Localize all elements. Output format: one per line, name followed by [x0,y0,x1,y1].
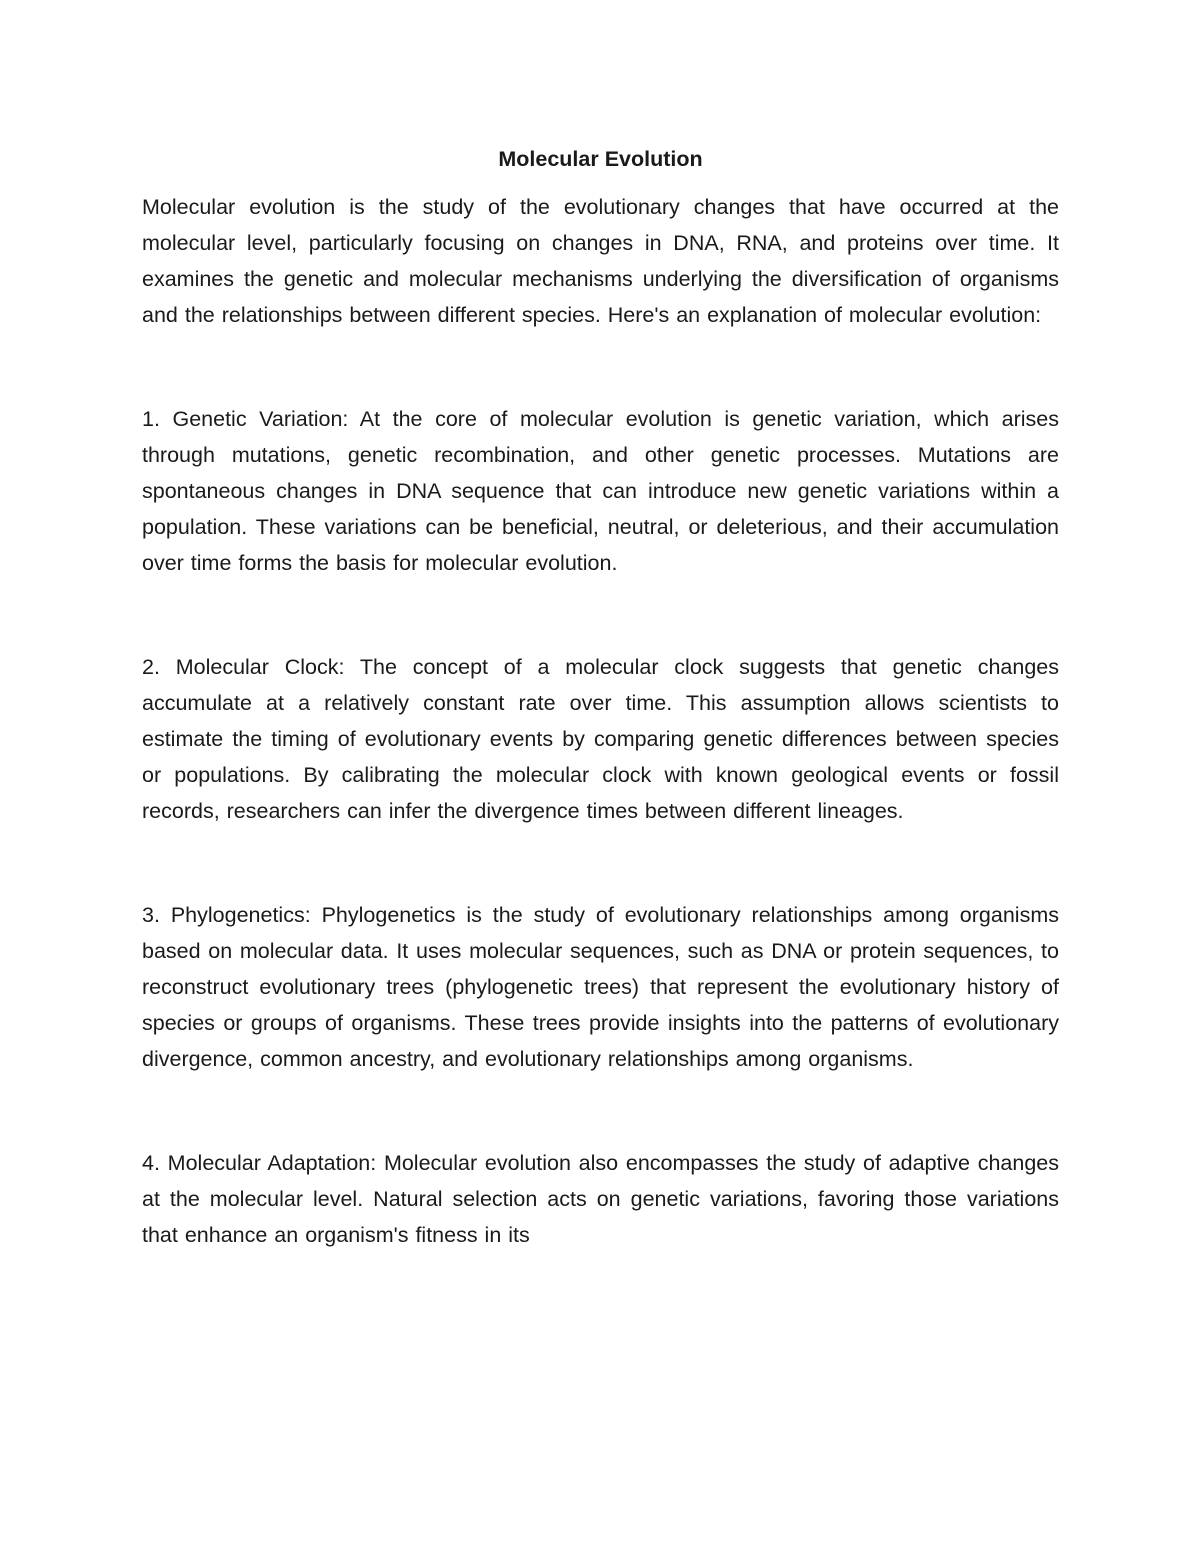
genetic-variation-paragraph: 1. Genetic Variation: At the core of molecular evolution is genetic variation, which arises through mutations, genetic recombination, and other genetic processes. Mutations are spontaneous changes in DNA sequence that can introduce new genetic variations within a population. These variations can be beneficial, neutral, or deleterious, and their accumulation over time forms the basis for molecular evolution. [142,407,1059,575]
phylogenetics-paragraph: 3. Phylogenetics: Phylogenetics is the study of evolutionary relationships among organisms based on molecular data. It uses molecular sequences, such as DNA or protein sequences, to reconstruct evolutionary trees (phylogenetic trees) that represent the evolutionary history of species or groups of organisms. These trees provide insights into the patterns of evolutionary divergence, common ancestry, and evolutionary relationships among organisms. [142,903,1059,1071]
document-title: Molecular Evolution [498,147,703,171]
document-body [142,141,1059,1253]
intro-paragraph: Molecular evolution is the study of the evolutionary changes that have occurred at the molecular level, particularly focusing on changes in DNA, RNA, and proteins over time. It examines the genetic and molecular mechanisms underlying the diversification of organisms and the relationships between different species. Here's an explanation of molecular evolution: [142,195,1059,327]
molecular-adaptation-paragraph: 4. Molecular Adaptation: Molecular evolution also encompasses the study of adaptive changes at the molecular level. Natural selection acts on genetic variations, favoring those variations that enhance an organism's fitness in its [142,1151,1059,1247]
molecular-clock-paragraph: 2. Molecular Clock: The concept of a molecular clock suggests that genetic changes accumulate at a relatively constant rate over time. This assumption allows scientists to estimate the timing of evolutionary events by comparing genetic differences between species or populations. By calibrating the molecular clock with known geological events or fossil records, researchers can infer the divergence times between different lineages. [142,655,1059,823]
